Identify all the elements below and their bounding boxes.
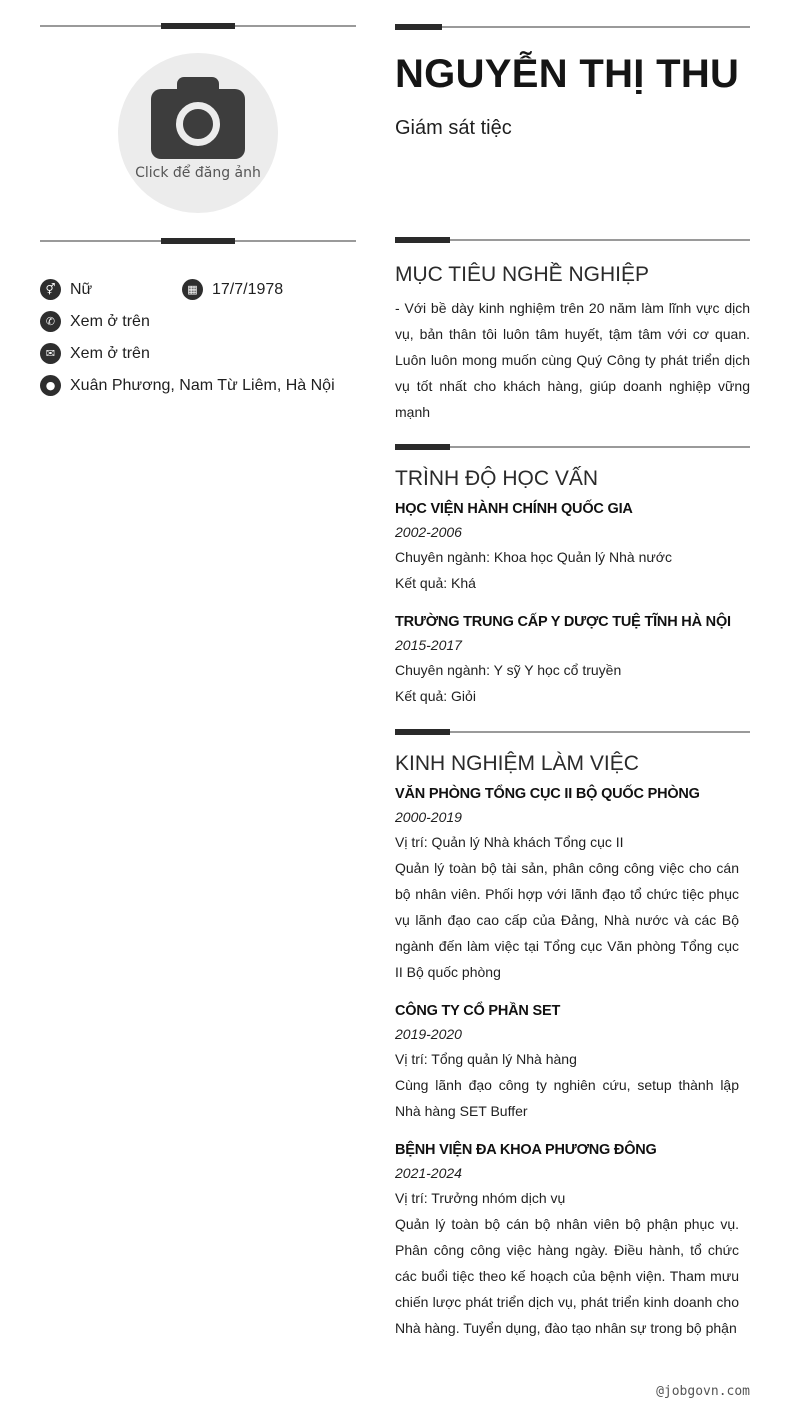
experience-position: Vị trí: Tổng quản lý Nhà hàng — [395, 1051, 577, 1067]
phone-item — [40, 311, 150, 332]
education-years: 2015-2017 — [395, 637, 462, 653]
avatar-upload[interactable] — [118, 53, 278, 213]
email-item — [40, 343, 150, 364]
education-major: Chuyên ngành: Khoa học Quản lý Nhà nước — [395, 549, 672, 565]
experience-years: 2019-2020 — [395, 1026, 462, 1042]
objective-heading: MỤC TIÊU NGHỀ NGHIỆP — [395, 263, 649, 286]
candidate-name: NGUYỄN THỊ THU — [395, 52, 740, 96]
company-name: CÔNG TY CỔ PHẦN SET — [395, 1003, 561, 1019]
company-name: VĂN PHÒNG TỔNG CỤC II BỘ QUỐC PHÒNG — [395, 786, 700, 802]
header-rule — [395, 26, 750, 28]
experience-description: Quản lý toàn bộ tài sản, phân công công việc cho cán bộ nhân viên. Phối hợp với lãnh đạo tổ chức tiệc phục vụ lãnh đạo cao cấp của Đảng, Nhà nước và các Bộ ngành đến làm việc tại Tổng cục Văn phòng Tổng cục II Bộ quốc phòng — [395, 860, 739, 980]
experience-item — [395, 1139, 739, 1341]
experience-years: 2021-2024 — [395, 1165, 462, 1181]
objective-rule — [395, 239, 750, 241]
school-name: HỌC VIỆN HÀNH CHÍNH QUỐC GIA — [395, 501, 633, 517]
address-item — [40, 375, 335, 396]
objective-text: - Với bề dày kinh nghiệm trên 20 năm làm lĩnh vực dịch vụ, bản thân tôi luôn tâm huyết, tậm tâm với cơ quan. Luôn luôn mong muốn cùng Quý Công ty phát triển dịch vụ tốt nhất cho khách hàng, giúp doanh nghiệp vững mạnh — [395, 300, 750, 420]
education-major: Chuyên ngành: Y sỹ Y học cổ truyền — [395, 662, 622, 678]
gender-value: Nữ — [70, 280, 93, 298]
education-result: Kết quả: Khá — [395, 575, 476, 591]
education-result: Kết quả: Giỏi — [395, 688, 476, 704]
avatar-upload-label: Click để đăng ảnh — [135, 165, 261, 181]
experience-description: Cùng lãnh đạo công ty nghiên cứu, setup thành lập Nhà hàng SET Buffer — [395, 1077, 739, 1119]
phone-icon: ✆ — [40, 311, 61, 332]
watermark: @jobgovn.com — [656, 1384, 750, 1399]
school-name: TRƯỜNG TRUNG CẤP Y DƯỢC TUỆ TĨNH HÀ NỘI — [395, 614, 731, 630]
left-top-rule — [40, 25, 356, 27]
experience-position: Vị trí: Quản lý Nhà khách Tổng cục II — [395, 834, 624, 850]
left-mid-rule — [40, 240, 356, 242]
camera-lens — [176, 102, 220, 146]
education-rule — [395, 446, 750, 448]
calendar-icon: ▦ — [182, 279, 203, 300]
gender-item — [40, 279, 92, 300]
education-heading: TRÌNH ĐỘ HỌC VẤN — [395, 467, 599, 490]
phone-value: Xem ở trên — [70, 312, 150, 330]
address-value: Xuân Phương, Nam Từ Liêm, Hà Nội — [70, 376, 335, 394]
email-icon: ✉ — [40, 343, 61, 364]
birthday-item — [182, 279, 283, 300]
experience-item — [395, 1000, 739, 1124]
experience-description: Quản lý toàn bộ cán bộ nhân viên bộ phận phục vụ. Phân công công việc hàng ngày. Điều hành, tổ chức các buổi tiệc theo kế hoạch của bệnh viện. Tham mưu chiến lược phát triển dịch vụ, phát triển kinh doanh cho Nhà hàng. Tuyển dụng, đào tạo nhân sự trong bộ phận — [395, 1216, 739, 1336]
education-item — [395, 611, 750, 709]
experience-item — [395, 783, 739, 985]
email-value: Xem ở trên — [70, 344, 150, 362]
education-item — [395, 498, 750, 596]
experience-position: Vị trí: Trưởng nhóm dịch vụ — [395, 1190, 566, 1206]
experience-heading: KINH NGHIỆM LÀM VIỆC — [395, 752, 639, 775]
location-pin-icon: ● — [40, 375, 61, 396]
experience-years: 2000-2019 — [395, 809, 462, 825]
company-name: BỆNH VIỆN ĐA KHOA PHƯƠNG ĐÔNG — [395, 1142, 657, 1158]
job-title: Giám sát tiệc — [395, 117, 512, 139]
education-years: 2002-2006 — [395, 524, 462, 540]
gender-icon: ⚥ — [40, 279, 61, 300]
experience-rule — [395, 731, 750, 733]
birthday-value: 17/7/1978 — [212, 280, 284, 298]
